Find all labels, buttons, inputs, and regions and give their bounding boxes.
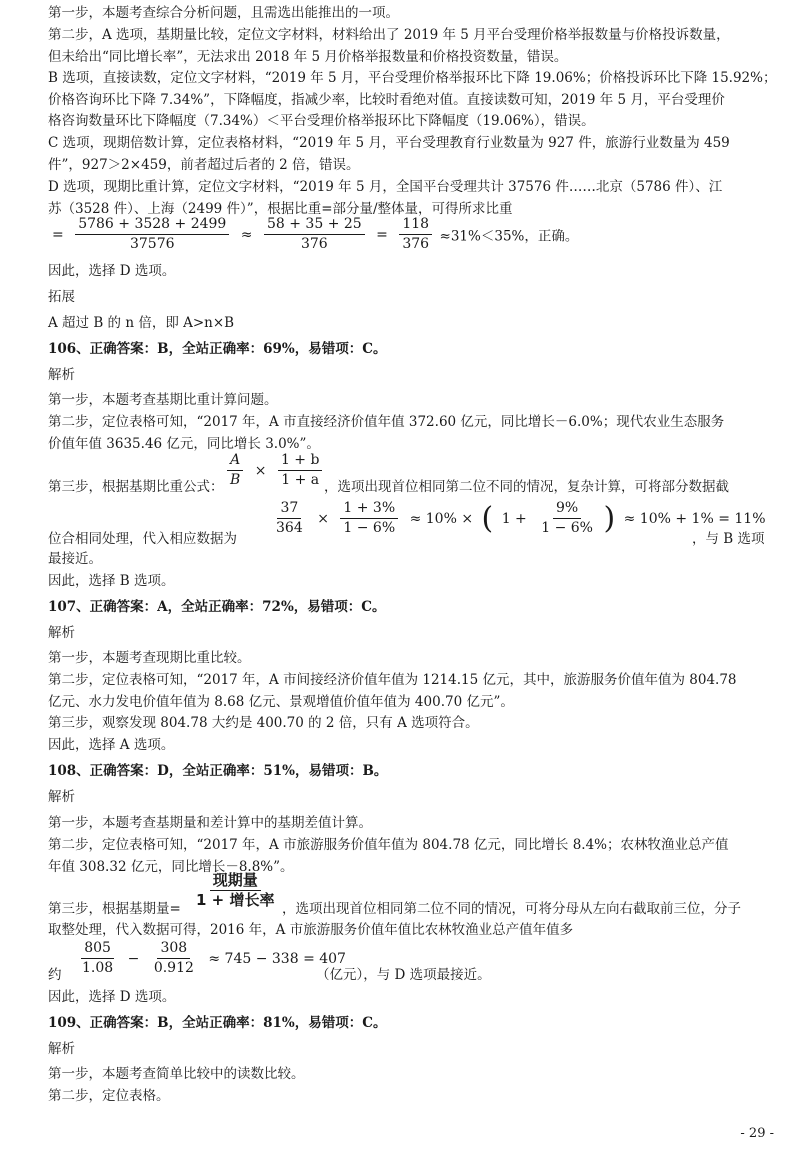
section-label: 解析 — [48, 1041, 75, 1057]
text-fragment: 约 — [48, 967, 62, 983]
base-quantity-formula — [190, 872, 280, 909]
fraction: $\frac{1 + 3\%}{1 - 6\%}$ — [340, 500, 398, 537]
text-line: 第一步，本题考查综合分析问题，且需选出能推出的一项。 — [48, 5, 399, 21]
fraction: $\frac{58 + 35 + 25}{376}$ — [264, 216, 365, 253]
text-line: 因此，选择 B 选项。 — [48, 573, 175, 589]
text-line: 价格咨询环比下降 7.34%”，下降幅度，指减少率，比较时看绝对值。直接读数可知，2019 年 5 月，平台受理价 — [48, 92, 725, 108]
text-line: A 超过 B 的 n 倍，即 A>n×B — [48, 315, 235, 331]
text-line: 第二步，定位表格。 — [48, 1088, 170, 1104]
text-line: B 选项，直接读数，定位文字材料，“2019 年 5 月，平台受理价格举报环比下降 19.06%；价格投诉环比下降 15.92%； — [48, 70, 777, 86]
page-number: - 29 - — [740, 1126, 774, 1141]
text-line: 最接近。 — [48, 551, 102, 567]
text-line: 件”，927＞2×459，前者超过后者的 2 倍，错误。 — [48, 157, 360, 173]
text-line: 取整处理，代入数据可得，2016 年，A 市旅游服务价值年值比农林牧渔业总产值年值多 — [48, 922, 574, 938]
text-line: 第三步，观察发现 804.78 大约是 400.70 的 2 倍，只有 A 选项符合。 — [48, 715, 479, 731]
text-fragment: ，与 B 选项 — [692, 531, 765, 547]
answer-heading: 106、正确答案：B，全站正确率：69%，易错项：C。 — [48, 341, 387, 357]
text-fragment: 第三步，根据基期量= — [48, 901, 181, 917]
answer-heading: 109、正确答案：B，全站正确率：81%，易错项：C。 — [48, 1015, 387, 1031]
text-line: 格咨询数量环比下降幅度（7.34%）＜平台受理价格举报环比下降幅度（19.06%），错误。 — [48, 113, 595, 129]
fraction: $\frac{\text{现期量}}{\text{1 + 增长率}}$ — [196, 871, 275, 909]
calc-equation: $\frac{37}{364}$ × $\frac{1 + 3\%}{1 - 6\%}$ ≈ 10% × ( 1 + $\frac{9\%}{1 - 6\%}$ ) ≈ 10% + 1% = 11% — [270, 500, 770, 537]
text-line: 价值年值 3635.46 亿元，同比增长 3.0%”。 — [48, 436, 320, 452]
answer-heading: 107、正确答案：A，全站正确率：72%，易错项：C。 — [48, 599, 386, 615]
text-fragment: 位合相同处理，代入相应数据为 — [48, 531, 237, 547]
text-line: 第一步，本题考查简单比较中的读数比较。 — [48, 1066, 305, 1082]
answer-heading: 108、正确答案：D，全站正确率：51%，易错项：B。 — [48, 763, 388, 779]
text-line: 第二步，定位表格可知，“2017 年，A 市直接经济价值年值 372.60 亿元，同比增长－6.0%；现代农业生态服务 — [48, 414, 725, 430]
text-line: 第一步，本题考查基期比重计算问题。 — [48, 392, 278, 408]
fraction: $\frac{A}{B}$ — [227, 452, 243, 489]
text-line: 因此，选择 D 选项。 — [48, 263, 176, 279]
base-ratio-formula: $\frac{A}{B}$ × $\frac{1 + b}{1 + a}$ — [224, 452, 325, 489]
fraction: $\frac{308}{0.912}$ — [153, 940, 194, 976]
text-line: C 选项，现期倍数计算，定位表格材料，“2019 年 5 月，平台受理教育行业数量为 927 件，旅游行业数量为 459 — [48, 135, 730, 151]
fraction: $\frac{1 + b}{1 + a}$ — [278, 452, 323, 489]
text-line: 年值 308.32 亿元，同比增长－8.8%”。 — [48, 859, 294, 875]
text-line: 第一步，本题考查基期量和差计算中的基期差值计算。 — [48, 815, 372, 831]
text-line: 苏（3528 件）、上海（2499 件）”，根据比重=部分量/整体量，可得所求比重 — [48, 201, 513, 217]
text-line: 但未给出“同比增长率”，无法求出 2018 年 5 月价格举报数量和价格投资数量，错误。 — [48, 49, 568, 65]
equals-sign: = — [52, 226, 64, 243]
text-line: 第一步，本题考查现期比重比较。 — [48, 650, 251, 666]
text-line: 第二步，定位表格可知，“2017 年，A 市旅游服务价值年值为 804.78 亿元，同比增长 8.4%；农林牧渔业总产值 — [48, 837, 729, 853]
text-line: 因此，选择 D 选项。 — [48, 989, 176, 1005]
section-label: 解析 — [48, 367, 75, 383]
text-line: 第二步，定位表格可知，“2017 年，A 市间接经济价值年值为 1214.15 亿元，其中，旅游服务价值年值为 804.78 — [48, 672, 737, 688]
fraction: $\frac{805}{1.08}$ — [82, 940, 114, 976]
text-line: 因此，选择 A 选项。 — [48, 737, 175, 753]
section-label: 解析 — [48, 625, 75, 641]
text-fragment: （亿元），与 D 选项最接近。 — [316, 967, 491, 983]
text-line: 第二步，A 选项，基期量比较，定位文字材料，材料给出了 2019 年 5 月平台受理价格举报数量与价格投诉数量， — [48, 27, 730, 43]
fraction: $\frac{5786 + 3528 + 2499}{37576}$ — [75, 216, 229, 253]
text-fragment: ≈31%＜35%，正确。 — [439, 228, 579, 245]
section-label: 拓展 — [48, 289, 75, 305]
ratio-equation: = $\frac{5786 + 3528 + 2499}{37576}$ ≈ $\frac{58 + 35 + 25}{376}$ = $\frac{118}{376}$ ≈31%＜35%，正确。 — [52, 216, 579, 252]
text-line: D 选项，现期比重计算，定位文字材料，“2019 年 5 月，全国平台受理共计 37576 件……北京（5786 件）、江 — [48, 179, 723, 195]
text-line: 亿元、水力发电价值年值为 8.68 亿元、景观增值价值年值为 400.70 亿元”。 — [48, 694, 514, 710]
fraction: $\frac{9\%}{1 - 6\%}$ — [541, 500, 593, 536]
text-fragment: 第三步，根据基期比重公式： — [48, 479, 224, 495]
text-fragment: ，选项出现首位相同第二位不同的情况，可将分母从左向右截取前三位，分子 — [282, 901, 741, 917]
text-fragment: ，选项出现首位相同第二位不同的情况，复杂计算，可将部分数据截 — [324, 479, 729, 495]
difference-equation: $\frac{805}{1.08}$ − $\frac{308}{0.912}$ ≈ 745 − 338 = 407 — [76, 940, 350, 977]
fraction: $\frac{118}{376}$ — [399, 216, 432, 253]
section-label: 解析 — [48, 789, 75, 805]
fraction: $\frac{37}{364}$ — [276, 500, 303, 536]
